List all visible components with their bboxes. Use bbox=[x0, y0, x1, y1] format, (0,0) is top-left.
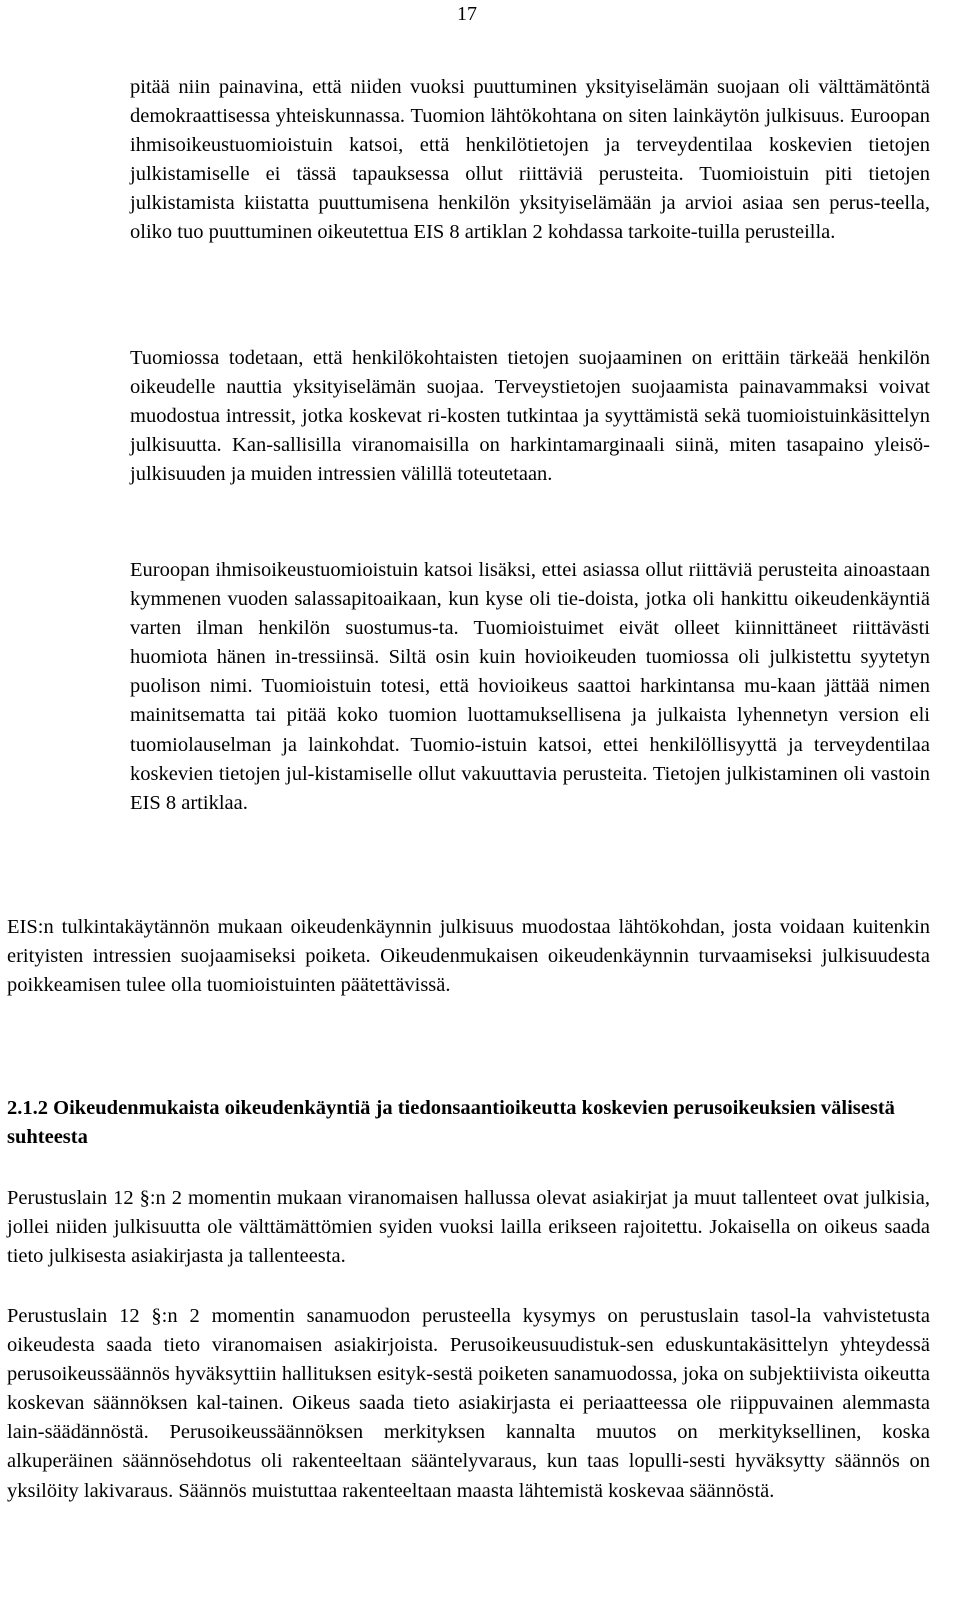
body-paragraph-6: Perustuslain 12 §:n 2 momentin sanamuodon perusteella kysymys on perustuslain tasol-la vahvistetusta oikeudesta saada tieto viranomaisen asiakirjoista. Perusoikeusuudistuk-sen eduskuntakäsittelyn yhteydessä perusoikeussäännös hyväksyttiin hallituksen esityk-sestä poiketen sanamuodossa, joka on subjektiivista oikeutta koskevan säännöksen kal-tainen. Oikeus saada tieto asiakirjasta ei periaatteessa ole riippuvainen alemmasta lain-säädännöstä. Perusoikeussäännöksen merkityksen kannalta muutos on merkityksellinen, koska alkuperäinen säännösehdotus oli rakenteeltaan sääntelyvaraus, kun taas lopulli-sesti hyväksytty säännös on yksilöity lakivaraus. Säännös muistuttaa rakenteeltaan maasta lähtemistä koskevaa säännöstä. bbox=[7, 1305, 930, 1502]
page-number: 17 bbox=[457, 3, 477, 25]
section-heading: 2.1.2 Oikeudenmukaista oikeudenkäyntiä ja tiedonsaantioikeutta koskevien perusoikeuksien välisestä suhteesta bbox=[7, 1097, 895, 1148]
body-paragraph-4: EIS:n tulkintakäytännön mukaan oikeudenkäynnin julkisuus muodostaa lähtökohdan, josta voidaan kuitenkin erityisten intressien suojaamiseksi poiketa. Oikeudenmukaisen oikeudenkäynnin turvaamiseksi julkisuudesta poikkeamisen tulee olla tuomioistuinten päätettävissä. bbox=[7, 916, 930, 997]
body-paragraph-2: Tuomiossa todetaan, että henkilökohtaisten tietojen suojaaminen on erittäin tärkeää henkilön oikeudelle nauttia yksityiselämän suojaa. Terveystietojen suojaamista painavammaksi voivat muodostua intressit, jotka koskevat ri-kosten tutkintaa ja syyttämistä sekä tuomioistuinkäsittelyn julkisuutta. Kan-sallisilla viranomaisilla on harkintamarginaali siinä, miten tasapaino yleisö-julkisuuden ja muiden intressien välillä toteutetaan. bbox=[130, 347, 930, 486]
body-paragraph-1: pitää niin painavina, että niiden vuoksi puuttuminen yksityiselämän suojaan oli välttämätöntä demokraattisessa yhteiskunnassa. Tuomion lähtökohtana on siten lainkäytön julkisuus. Euroopan ihmisoikeustuomioistuin katsoi, että henkilötietojen ja terveydentilaa koskevien tietojen julkistamiselle ei tässä tapauksessa ollut riittäviä perusteita. Tuomioistuin piti tietojen julkistamista kiistatta puuttumisena henkilön yksityiselämään ja arvioi asiaa sen perus-teella, oliko tuo puuttuminen oikeutettua EIS 8 artiklan 2 kohdassa tarkoite-tuilla perusteilla. bbox=[130, 76, 930, 244]
body-paragraph-5: Perustuslain 12 §:n 2 momentin mukaan viranomaisen hallussa olevat asiakirjat ja muut tallenteet ovat julkisia, jollei niiden julkisuutta ole välttämättömien syiden vuoksi lailla erikseen rajoitettu. Jokaisella on oikeus saada tieto julkisesta asiakirjasta ja tallenteesta. bbox=[7, 1187, 930, 1268]
body-paragraph-3: Euroopan ihmisoikeustuomioistuin katsoi lisäksi, ettei asiassa ollut riittäviä perusteita ainoastaan kymmenen vuoden salassapitoaikaan, kun kyse oli tie-doista, jotka oli hankittu oikeudenkäyntiä varten ilman henkilön suostumus-ta. Tuomioistuimet eivät olleet kiinnittäneet riittävästi huomiota hänen in-tressiinsä. Siltä osin kuin hovioikeuden tuomiossa oli julkistettu syytetyn puolison nimi. Tuomioistuin totesi, että hovioikeus saattoi harkintansa mu-kaan jättää nimen mainitsematta tai pitää koko tuomion luottamuksellisena ja julkaista lyhennetyn version eli tuomiolauselman ja lainkohdat. Tuomio-istuin katsoi, ettei henkilöllisyyttä ja terveydentilaa koskevien tietojen jul-kistamiselle ollut vakuuttavia perusteita. Tietojen julkistaminen oli vastoin EIS 8 artiklaa. bbox=[130, 559, 930, 814]
